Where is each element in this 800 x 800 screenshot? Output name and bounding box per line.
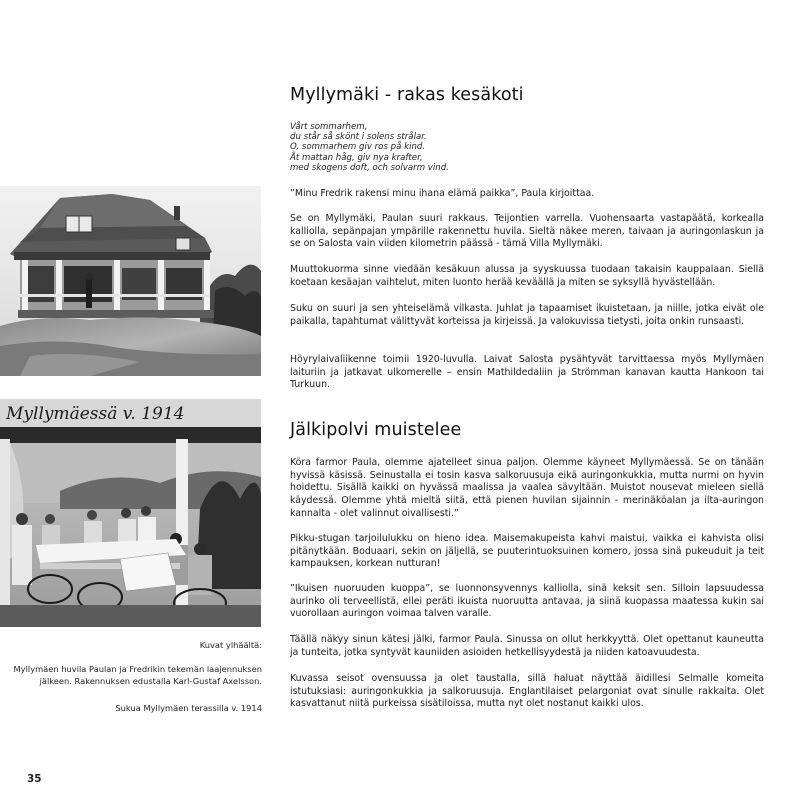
section-paragraph: Köra farmor Paula, olemme ajatelleet sinua paljon. Olemme käyneet Myllymäessä. Se on tänään hyvissä käsissä. Seinustalla ei tosin kasva salkoruusuja eikä auringonkukkia, mutta nurmi on hyvin hoidettu. Sisällä kaikki on hyvässä maalissa ja vaalea sävyltään. Muistot nousevat mieleen siellä käydessä. Olemme yhtä mieltä siitä, että pienen huvilan sijainnin - merinäköalan ja ilta-auringon kannalta - olet valinnut oivallisesti.” — [290, 457, 764, 519]
article-paragraph: ”Minu Fredrik rakensi minu ihana elämä paikka”, Paula kirjoittaa. — [290, 188, 595, 199]
caption-heading: Kuvat ylhäältä: — [199, 640, 262, 650]
poem-line: med skogens doft, och solvarm vind. — [290, 162, 449, 173]
poem-line: O, sommarhem giv ros på kind. — [290, 142, 426, 153]
terrace-photo — [0, 399, 261, 627]
photo-caption-1 — [0, 664, 262, 687]
section-paragraph: Kuvassa seisot ovensuussa ja olet taustalla, sillä haluat näyttää äidillesi Selmalle komeita istutuksiasi: auringonkukkia ja salkoruusuja. Englantilaiset pelargoniat ovat sinulle rakkaita. Olet kasvattanut niitä purkeissa sisätiloissa, mutta nyt olet nostanut kaikki ulos. — [290, 673, 764, 710]
poem-line: Vårt sommarhem, — [290, 122, 368, 132]
page-number: 35 — [27, 773, 42, 785]
caption-terrace: Sukua Myllymäen terassilla v. 1914 — [115, 703, 262, 713]
article-title: Myllymäki - rakas kesäkoti — [290, 85, 524, 105]
poem — [290, 122, 590, 173]
article-paragraph: Suku on suuri ja sen yhteiselämä vilkasta. Juhlat ja tapaamiset ikuistetaan, ja niille, jotka eivät ole paikalla, tapahtumat välittyvät korteissa ja kirjeissä. Ja valokuvissa tietysti, joita onkin runsaasti. — [290, 303, 764, 327]
article-paragraph: Se on Myllymäki, Paulan suuri rakkaus. Teijontien varrella. Vuohensaarta vastapäätä, korkealla kalliolla, sepänpajan ympärille rakennettu huvila. Sieltä näkee meren, taivaan ja auringonlaskun ja se on Salosta vain viiden kilometrin päässä - tämä Villa Myllymäki. — [290, 213, 764, 250]
article-paragraph: Höyrylaivaliikenne toimii 1920-luvulla. Laivat Salosta pysähtyvät tarvittaessa myös Myllymäen laituriin ja jatkavat ulkomerelle – ensin Mathildedaliin ja Strömman kanavan kautta Hankoon tai Turkuun. — [290, 354, 764, 391]
poem-line: Åt mattan håg, giv nya krafter, — [290, 152, 423, 163]
section-paragraph: ”Ikuisen nuoruuden kuoppa”, se luonnonsyvennys kalliolla, sinä keksit sen. Silloin lapsuudessa aurinko oli terveellistä, ellei peräti ikuista nuoruutta antavaa, ja siinä kuopassa maatessa kukin sai vuorollaan auringon voimaa talven varalle. — [290, 583, 764, 620]
section-paragraph: Täällä näkyy sinun kätesi jälki, farmor Paula. Sinussa on ollut herkkyyttä. Olet opettanut kauneutta ja tunteita, jotka syntyvät kauniiden asioiden hetkellisyydestä ja niiden katoavuudesta. — [290, 634, 764, 658]
villa-photo — [0, 186, 261, 376]
section-paragraph: Pikku-stugan tarjoilulukku on hieno idea. Maisemakupeista kahvi maistui, vaikka ei kahvista olisi pitänytkään. Boduaari, sekin on jäljellä, se puuterintuoksuinen komero, jossa sinä pukeuduit ja teit kampauksen, korkean nutturan! — [290, 533, 764, 570]
caption-villa: Myllymäen huvila Paulan ja Fredrikin tekemän laajennuksen jälkeen. Rakennuksen edustalla Karl-Gustaf Axelsson. — [13, 664, 262, 686]
terrace-photo-inscription: Myllymäessä v. 1914 — [6, 404, 185, 424]
photo-caption-2 — [0, 703, 262, 715]
photo-caption-block — [0, 640, 262, 652]
section-title: Jälkipolvi muistelee — [290, 420, 462, 440]
poem-line: du står så skönt i solens strålar. — [290, 132, 427, 143]
article-paragraph: Muuttokuorma sinne viedään kesäkuun alussa ja syyskuussa tuodaan takaisin kauppalaan. Siellä koetaan kesäajan vaihtelut, miten luonto herää keväällä ja miten se syksyllä hyvästellään. — [290, 264, 764, 288]
